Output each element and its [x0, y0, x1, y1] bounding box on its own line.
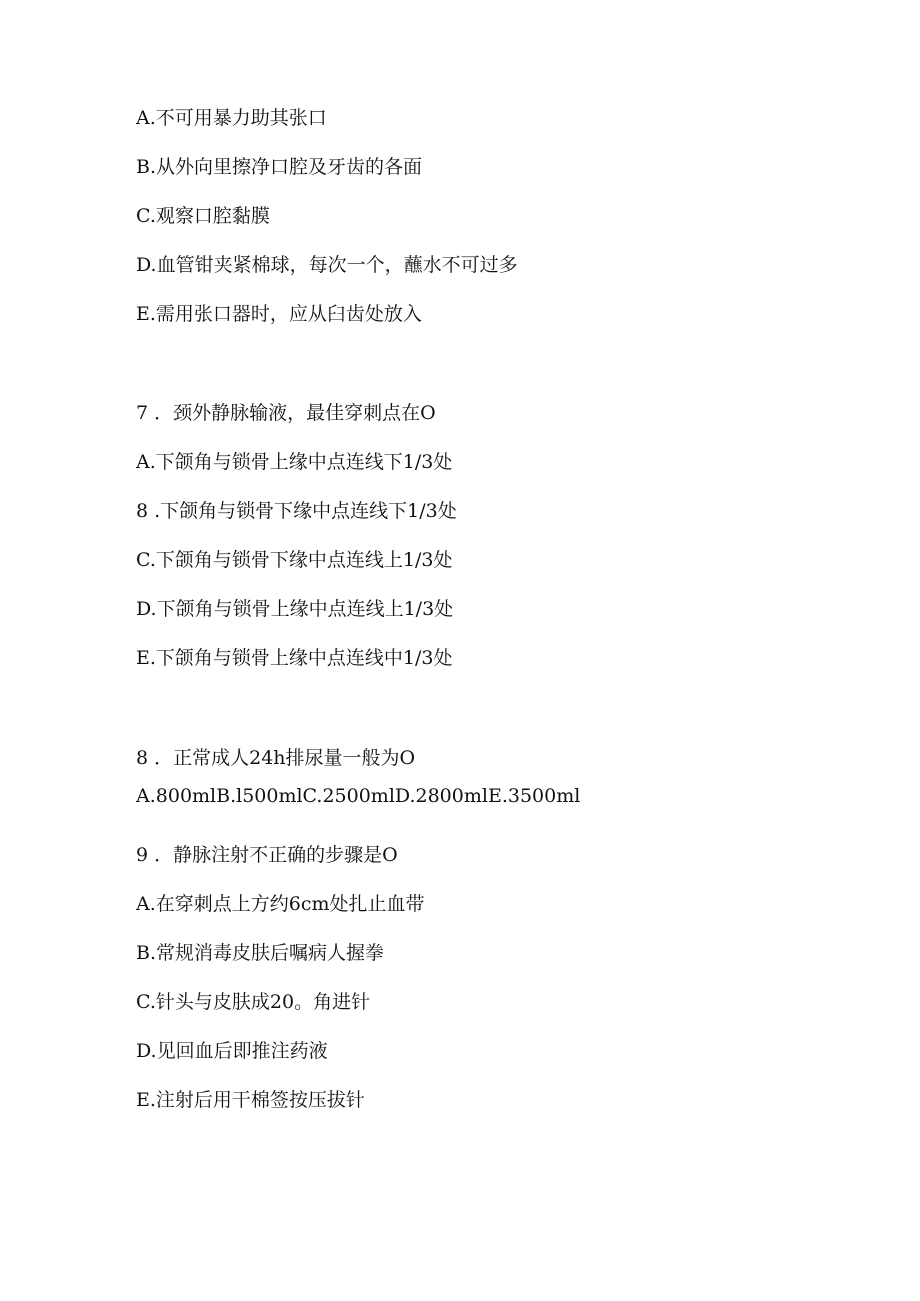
q7-stem: 7 ．颈外静脉输液，最佳穿刺点在O: [136, 402, 436, 424]
q8-stem: 8 ．正常成人24h排尿量一般为O: [136, 747, 416, 769]
q9-option-e: E.注射后用干棉签按压拔针: [136, 1089, 365, 1111]
q6-option-d: D.血管钳夹紧棉球，每次一个，蘸水不可过多: [136, 254, 518, 276]
q7-option-b: 8 .下颌角与锁骨下缘中点连线下1/3处: [136, 500, 457, 522]
q6-option-c: C.观察口腔黏膜: [136, 205, 270, 227]
q9-option-a: A.在穿刺点上方约6cm处扎止血带: [136, 893, 425, 915]
q9-stem: 9 ．静脉注射不正确的步骤是O: [136, 844, 398, 866]
q8-options: A.800mlB.l500mlC.2500mlD.2800mlE.3500ml: [136, 785, 581, 807]
q6-option-b: B.从外向里擦净口腔及牙齿的各面: [136, 156, 423, 178]
q7-option-a: A.下颌角与锁骨上缘中点连线下1/3处: [136, 451, 453, 473]
q7-option-c: C.下颌角与锁骨下缘中点连线上1/3处: [136, 549, 453, 571]
q9-option-b: B.常规消毒皮肤后嘱病人握拳: [136, 942, 385, 964]
q9-option-c: C.针头与皮肤成20。角进针: [136, 991, 371, 1013]
q6-option-e: E.需用张口器时，应从臼齿处放入: [136, 303, 422, 325]
q9-option-d: D.见回血后即推注药液: [136, 1040, 328, 1062]
q7-option-e: E.下颌角与锁骨上缘中点连线中1/3处: [136, 647, 453, 669]
q7-option-d: D.下颌角与锁骨上缘中点连线上1/3处: [136, 598, 454, 620]
q6-option-a: A.不可用暴力助其张口: [136, 107, 327, 129]
